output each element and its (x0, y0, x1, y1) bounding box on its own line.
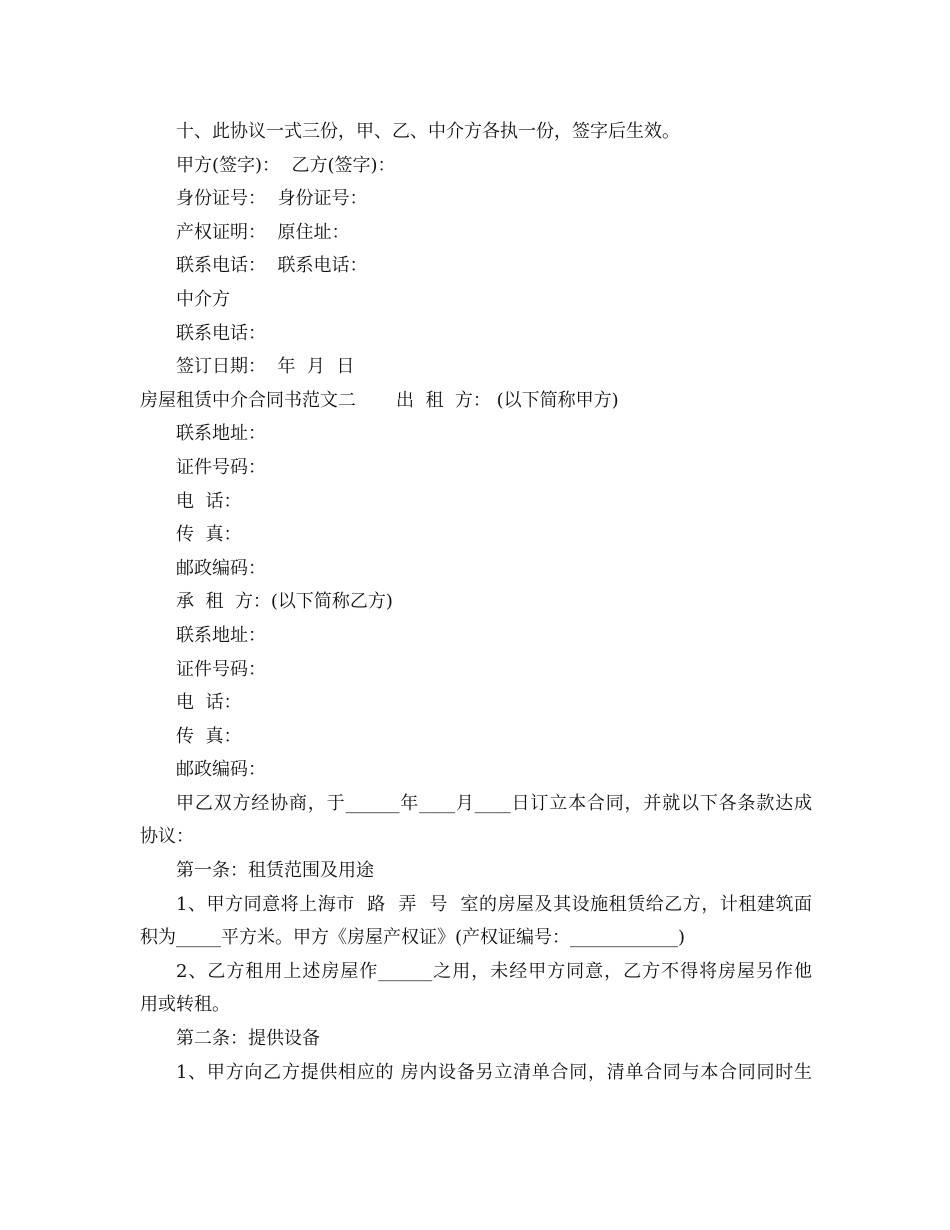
signature-line: 甲方(签字)： 乙方(签字)： (176, 154, 396, 176)
lessor-postcode: 邮政编码： (176, 557, 266, 579)
property-proof-line: 产权证明： 原住址： (176, 221, 350, 243)
document-body (140, 115, 812, 1089)
agreement-intro-cont: 协议： (140, 826, 194, 848)
second-sample-title: 房屋租赁中介合同书范文二 出 租 方： (以下简称甲方) (140, 389, 619, 411)
lessor-fax: 传 真： (176, 524, 242, 546)
lessor-address: 联系地址： (176, 423, 266, 445)
lessor-phone: 电 话： (176, 490, 242, 512)
lessee-fax: 传 真： (176, 725, 242, 747)
agent-phone-line: 联系电话： (176, 322, 266, 344)
article-one-item-1-cont: 积为_____平方米。甲方《房屋产权证》(产权证编号：____________) (140, 927, 686, 949)
article-two-item-1: 1、甲方向乙方提供相应的 房内设备另立清单合同，清单合同与本合同同时生 (176, 1061, 812, 1083)
article-one-item-2-cont: 用或转租。 (140, 994, 230, 1016)
sign-date-line: 签订日期： 年 月 日 (176, 356, 355, 378)
clause-ten-copies: 十、此协议一式三份，甲、乙、中介方各执一份，签字后生效。 (176, 121, 680, 142)
article-two-heading: 第二条：提供设备 (176, 1028, 320, 1050)
lessee-address: 联系地址： (176, 624, 266, 646)
id-number-line: 身份证号： 身份证号： (176, 188, 368, 210)
lessee-label: 承 租 方：(以下简称乙方) (176, 591, 393, 613)
lessor-id-number: 证件号码： (176, 456, 266, 478)
article-one-heading: 第一条：租赁范围及用途 (176, 860, 374, 882)
lessee-id-number: 证件号码： (176, 658, 266, 680)
article-one-item-1: 1、甲方同意将上海市 路 弄 号 室的房屋及其设施租赁给乙方，计租建筑面 (176, 893, 812, 915)
contact-phone-line: 联系电话： 联系电话： (176, 255, 368, 277)
agent-party-label: 中介方 (176, 288, 230, 310)
article-one-item-2: 2、乙方租用上述房屋作______之用，未经甲方同意，乙方不得将房屋另作他 (176, 960, 812, 982)
lessee-postcode: 邮政编码： (176, 759, 266, 781)
agreement-intro: 甲乙双方经协商，于______年____月____日订立本合同，并就以下各条款达成 (176, 792, 812, 814)
lessee-phone: 电 话： (176, 692, 242, 714)
